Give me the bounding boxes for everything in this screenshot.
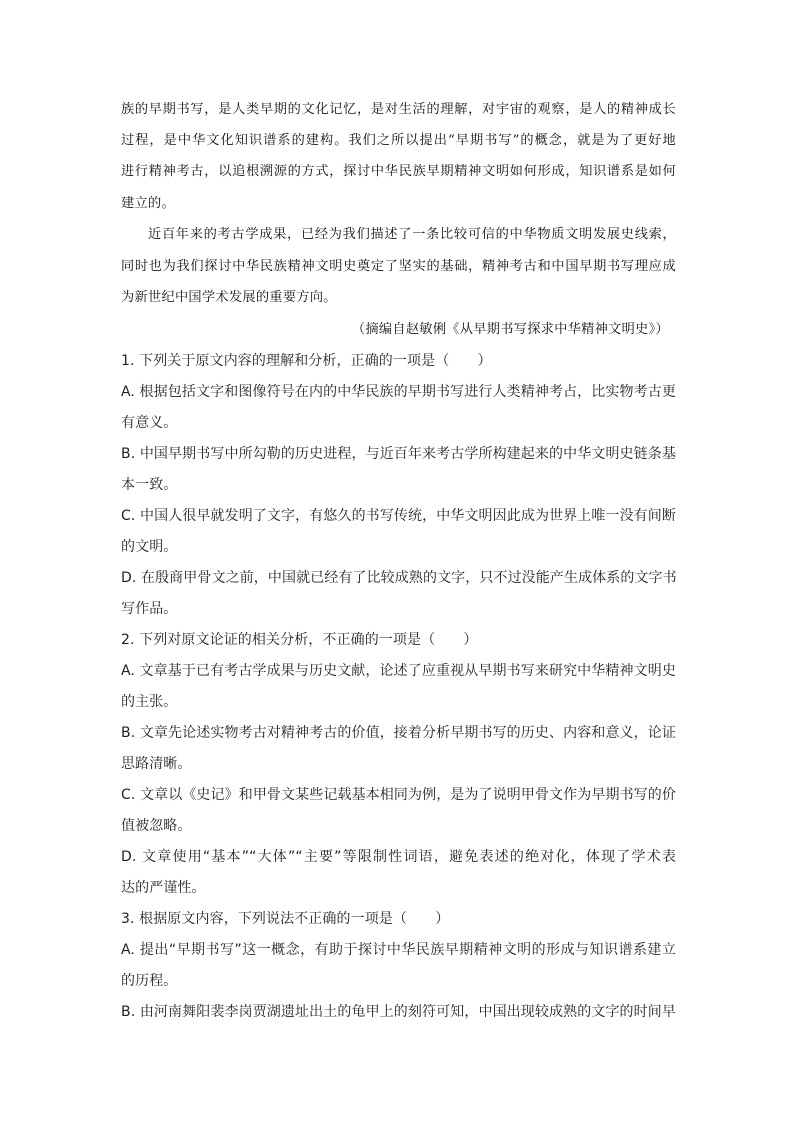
passage-line: 过程，是中华文化知识谱系的建构。我们之所以提出“早期书写”的概念，就是为了更好地	[121, 133, 676, 148]
option-line: 的主张。	[121, 694, 178, 710]
option-line: B. 由河南舞阳裴李岗贾湖遗址出土的龟甲上的刻符可知，中国出现较成熟的文字的时间早	[121, 1004, 676, 1020]
option-line: C. 文章以《史记》和甲骨文某些记载基本相同为例，是为了说明甲骨文作为早期书写的价	[121, 787, 676, 803]
passage-line: 近百年来的考古学成果，已经为我们描述了一条比较可信的中华物质文明发展史线索，	[148, 227, 676, 242]
option-line: 思路清晰。	[121, 756, 192, 772]
option-line: 有意义。	[121, 415, 178, 431]
option-line: D. 在殷商甲骨文之前，中国就已经有了比较成熟的文字，只不过没能产生成体系的文字书	[121, 570, 677, 586]
option-line: 的文明。	[121, 539, 178, 555]
passage-line: 为新世纪中国学术发展的重要方向。	[121, 290, 337, 305]
option-line: C. 中国人很早就发明了文字，有悠久的书写传统，中华文明因此成为世界上唯一没有间断	[121, 508, 676, 524]
passage-line: 族的早期书写，是人类早期的文化记忆，是对生活的理解，对宇宙的观察，是人的精神成长	[121, 102, 676, 117]
option-line: A. 文章基于已有考古学成果与历史文献，论述了应重视从早期书写来研究中华精神文明史	[121, 663, 676, 679]
option-line: B. 文章先论述实物考古对精神考古的价值，接着分析早期书写的历史、内容和意义，论证	[121, 725, 676, 741]
option-line: 值被忽略。	[121, 818, 192, 834]
passage-line: 进行精神考古，以追根溯源的方式，探讨中华民族早期精神文明如何形成，知识谱系是如何	[121, 164, 676, 179]
option-line: A. 提出“早期书写”这一概念，有助于探讨中华民族早期精神文明的形成与知识谱系建立	[121, 942, 676, 958]
option-line: 的历程。	[121, 973, 178, 989]
option-line: 本一致。	[121, 477, 178, 493]
option-line: 达的严谨性。	[121, 880, 206, 896]
option-line: B. 中国早期书写中所勾勒的历史进程，与近百年来考古学所构建起来的中华文明史链条基	[121, 446, 676, 462]
passage-line: 建立的。	[121, 196, 175, 211]
option-line: D. 文章使用“基本”“大体”“主要”等限制性词语，避免表述的绝对化，体现了学术表	[121, 849, 676, 865]
option-line: A. 根据包括文字和图像符号在内的中华民族的早期书写进行人类精神考占，比实物考古更	[121, 384, 676, 400]
option-line: 写作品。	[121, 601, 178, 617]
source-attribution: （摘编自赵敏俐《从早期书写探求中华精神文明史》）	[351, 322, 669, 337]
question-stem: 3. 根据原文内容，下列说法不正确的一项是（ ）	[121, 911, 450, 927]
question-stem: 2. 下列对原文论证的相关分析，不正确的一项是（ ）	[121, 632, 478, 648]
question-stem: 1. 下列关于原文内容的理解和分析，正确的一项是（ ）	[121, 353, 492, 369]
passage-line: 同时也为我们探讨中华民族精神文明史奠定了坚实的基础，精神考古和中国早期书写理应成	[121, 259, 676, 274]
